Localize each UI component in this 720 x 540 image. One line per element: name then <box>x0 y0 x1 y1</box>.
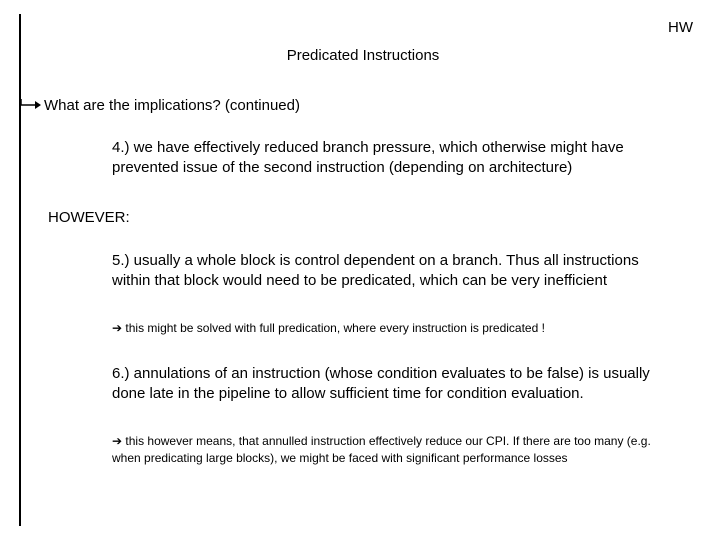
right-arrow-icon: ➔ <box>112 321 123 335</box>
note-6 <box>112 433 667 467</box>
note-6-text: this however means, that annulled instruction effectively reduce our CPI. If there are too many (e.g. when predicating large blocks), we might be faced with significant performance losses <box>112 434 651 465</box>
note-5-text: this might be solved with full predication, where every instruction is predicated ! <box>125 321 545 335</box>
point-5-text: 5.) usually a whole block is control dependent on a branch. Thus all instructions within that block would need to be predicated, which can be very inefficient <box>112 252 639 289</box>
right-arrow-icon <box>20 98 42 112</box>
vertical-divider-line <box>19 14 21 526</box>
point-6-text: 6.) annulations of an instruction (whose condition evaluates to be false) is usually done late in the pipeline to allow sufficient time for condition evaluation. <box>112 365 650 402</box>
right-arrow-icon: ➔ <box>112 434 123 448</box>
however-heading: HOWEVER: <box>48 209 130 226</box>
note-5 <box>112 320 692 337</box>
corner-label: HW <box>668 19 693 36</box>
slide-title: Predicated Instructions <box>286 47 440 64</box>
point-4-text: 4.) we have effectively reduced branch pressure, which otherwise might have prevented issue of the second instruction (depending on architecture) <box>112 139 624 176</box>
slide-subtitle: What are the implications? (continued) <box>44 97 300 114</box>
